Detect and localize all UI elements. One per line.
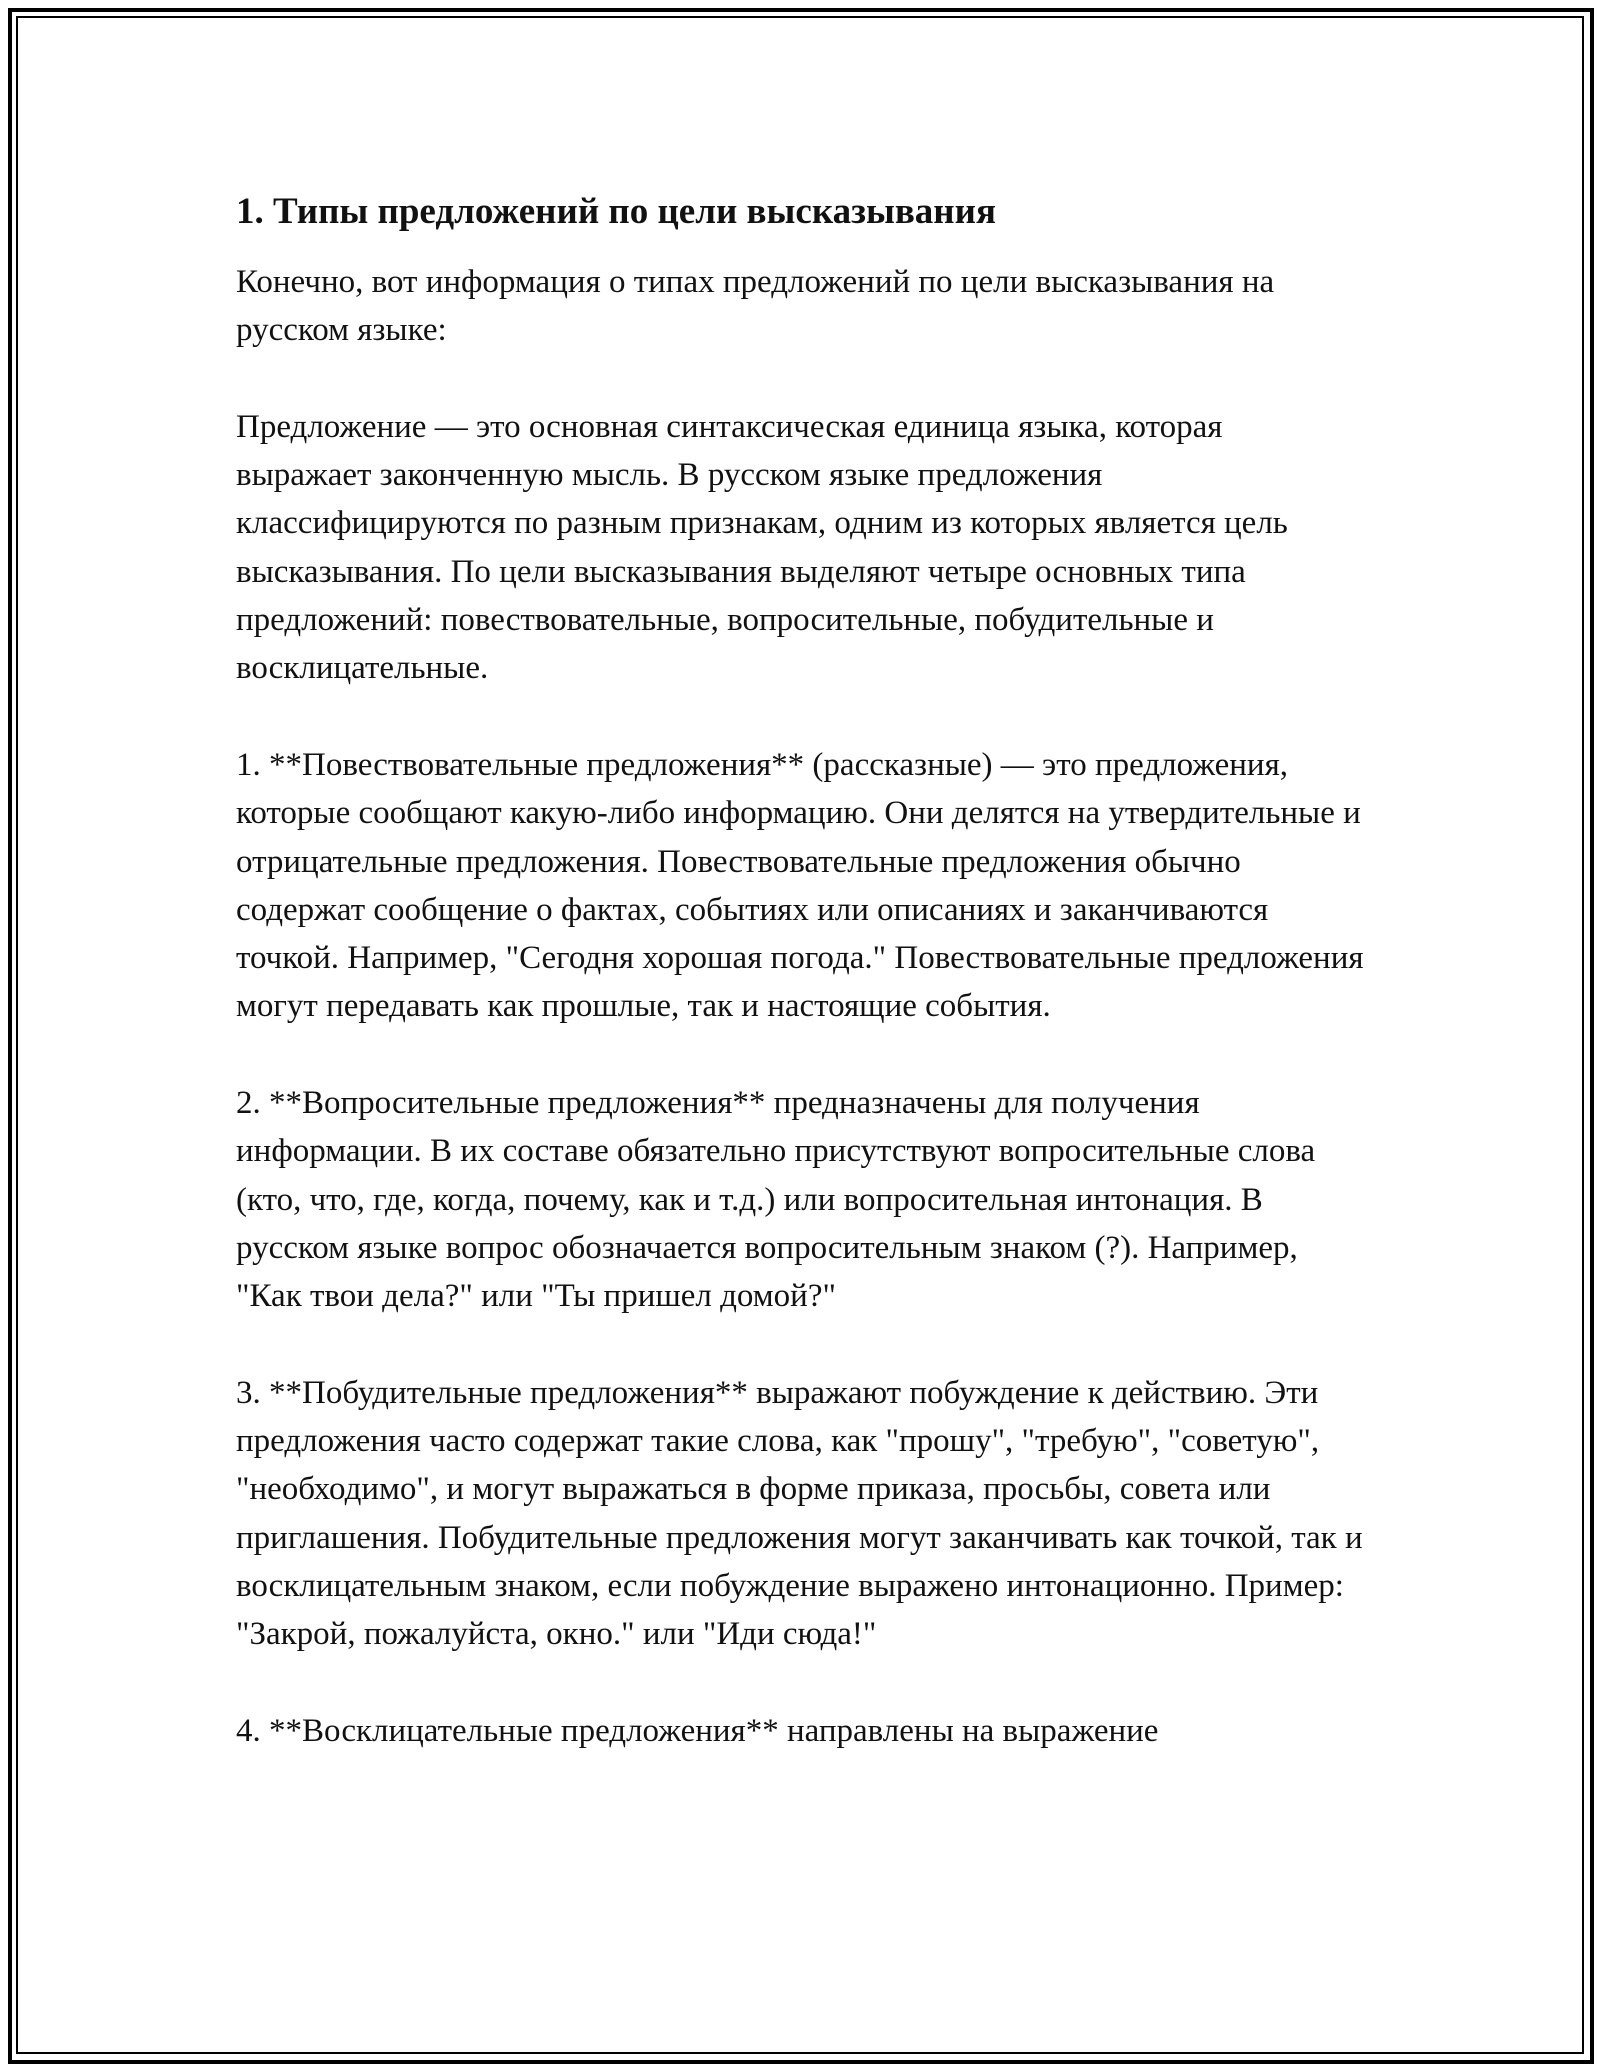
intro-paragraph: Конечно, вот информация о типах предложений по цели высказывания на русском языке: bbox=[236, 264, 1275, 349]
list-item-exclamatory: 4. **Восклицательные предложения** направлены на выражение bbox=[236, 1712, 1159, 1749]
list-item-imperative: 3. **Побудительные предложения** выражают побуждение к действию. Эти предложения часто содержат такие слова, как "прошу", "требую", "советую", "необходимо", и могут выражаться в форме приказа, просьбы, совета или приглашения. Побудительные предложения могут заканчивать как точкой, так и восклицательным знаком, если побуждение выражено интонационно. Пример: "Закрой, пожалуйста, окно." или "Иди сюда!" bbox=[236, 1374, 1363, 1653]
document-heading: 1. Типы предложений по цели высказывания bbox=[236, 191, 996, 232]
list-item-declarative: 1. **Повествовательные предложения** (рассказные) — это предложения, которые сообщают какую-либо информацию. Они делятся на утвердительные и отрицательные предложения. Повествовательные предложения обычно содержат сообщение о фактах, событиях или описаниях и заканчиваются точкой. Например, "Сегодня хорошая погода." Повествовательные предложения могут передавать как прошлые, так и настоящие события. bbox=[236, 746, 1364, 1025]
document-body bbox=[236, 186, 1366, 1804]
definition-paragraph: Предложение — это основная синтаксическая единица языка, которая выражает законченную мысль. В русском языке предложения классифицируются по разным признакам, одним из которых является цель высказывания. По цели высказывания выделяют четыре основных типа предложений: повествовательные, вопросительные, побудительные и восклицательные. bbox=[236, 408, 1288, 687]
list-item-interrogative: 2. **Вопросительные предложения** предназначены для получения информации. В их составе обязательно присутствуют вопросительные слова (кто, что, где, когда, почему, как и т.д.) или вопросительная интонация. В русском языке вопрос обозначается вопросительным знаком (?). Например, "Как твои дела?" или "Ты пришел домой?" bbox=[236, 1085, 1316, 1315]
